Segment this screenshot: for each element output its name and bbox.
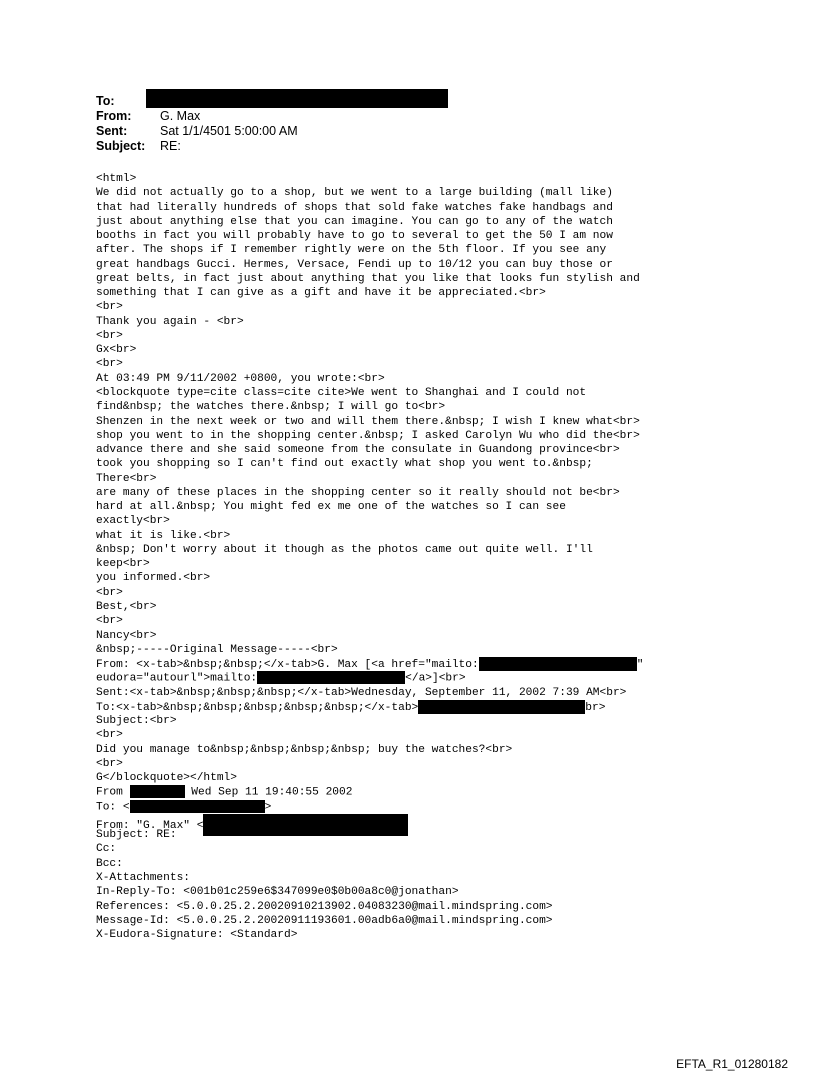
body-line: something that I can give as a gift and have it be appreciated.<br> [96,287,546,300]
body-line: Subject: RE: [96,829,177,842]
envelope-from-line [96,785,643,799]
quoted-from-tail: " [636,658,644,671]
body-line: <br> [96,615,123,628]
quoted-from-text: From: <x-tab>&nbsp;&nbsp;</x-tab>G. Max [<a href="mailto: [96,658,479,671]
header-sent-row [96,124,448,139]
quoted-sent-line: Sent:<x-tab>&nbsp;&nbsp;&nbsp;</x-tab>Wednesday, September 11, 2002 7:39 AM<br> [96,686,627,699]
body-line: <br> [96,358,123,371]
body-line: X-Attachments: [96,872,190,885]
body-line: are many of these places in the shopping center so it really should not be<br> [96,486,620,499]
from-label: From: [96,109,132,123]
redaction-block [479,657,637,671]
header-from-row [96,109,448,124]
quoted-from-line [96,657,643,671]
redaction-block [146,89,448,108]
quoted-to-line [96,700,643,714]
body-text-block-2 [96,714,643,785]
body-line: <html> [96,173,137,185]
body-line: after. The shops if I remember rightly were on the 5th floor. If you see any [96,244,607,257]
envelope-from-date: Wed Sep 11 19:40:55 2002 [184,786,353,799]
redaction-block [203,814,408,836]
from-value: G. Max [160,109,201,123]
redaction-block [257,671,405,684]
body-line: Cc: [96,843,117,856]
envelope-to-text: To: < [96,801,130,814]
envelope-to-tail: > [264,801,272,814]
redaction-block [130,800,265,813]
body-line: great belts, in fact just about anything that you like that looks fun stylish and [96,272,640,285]
body-line: Nancy<br> [96,629,157,642]
body-line: We did not actually go to a shop, but we went to a large building (mall like) [96,187,613,200]
email-header [96,94,448,154]
redaction-block [130,785,185,798]
header-to-row [96,94,448,109]
body-line: shop you went to in the shopping center.&nbsp; I asked Carolyn Wu who did the<br> [96,429,640,442]
body-line: References: <5.0.0.25.2.20020910213902.04083230@mail.mindspring.com> [96,900,553,913]
body-line: <br> [96,301,123,314]
body-line: Shenzen in the next week or two and will them there.&nbsp; I wish I knew what<br> [96,415,640,428]
body-line: Best,<br> [96,600,157,613]
document-id: EFTA_R1_01280182 [676,1057,788,1071]
body-line: what it is like.<br> [96,529,231,542]
body-text-block-3 [96,828,643,942]
quoted-to-tail: br> [585,701,606,714]
body-line: <blockquote type=cite class=cite cite>We went to Shanghai and I could not [96,386,587,399]
body-line: Message-Id: <5.0.0.25.2.20020911193601.00adb6a0@mail.mindspring.com> [96,914,553,927]
body-line: <br> [96,729,123,742]
body-line: There<br> [96,472,157,485]
body-line: &nbsp; Don't worry about it though as the photos came out quite well. I'll [96,543,593,556]
body-line: Subject:<br> [96,715,177,728]
body-line: <br> [96,586,123,599]
sent-label: Sent: [96,124,128,138]
body-line: that had literally hundreds of shops that sold fake watches fake handbags and [96,201,613,214]
envelope-to-line [96,800,643,814]
to-label: To: [96,94,115,108]
body-line: you informed.<br> [96,572,211,585]
envelope-from2-text: From: "G. Max" < [96,819,204,832]
subject-value: RE: [160,139,181,153]
envelope-from-text: From [96,786,130,799]
header-subject-row [96,139,448,154]
body-line: keep<br> [96,558,150,571]
body-line: <br> [96,757,123,770]
sent-value: Sat 1/1/4501 5:00:00 AM [160,124,298,138]
body-line: Did you manage to&nbsp;&nbsp;&nbsp;&nbsp; buy the watches?<br> [96,743,513,756]
body-line: great handbags Gucci. Hermes, Versace, Fendi up to 10/12 you can buy those or [96,258,613,271]
quoted-mailto-tail: </a>]<br> [405,672,466,685]
body-line: Thank you again - <br> [96,315,244,328]
subject-label: Subject: [96,139,146,153]
body-line: <br> [96,329,123,342]
body-line: Gx<br> [96,344,137,357]
body-line: hard at all.&nbsp; You might fed ex me one of the watches so I can see [96,501,566,514]
quoted-mailto-text: eudora="autourl">mailto: [96,672,258,685]
body-line: just about anything else that you can imagine. You can go to any of the watch [96,215,613,228]
redaction-block [418,700,585,714]
quoted-to-text: To:<x-tab>&nbsp;&nbsp;&nbsp;&nbsp;&nbsp;</x-tab> [96,701,419,714]
body-line: find&nbsp; the watches there.&nbsp; I will go to<br> [96,401,446,414]
body-line: &nbsp;-----Original Message-----<br> [96,643,338,656]
body-line: G</blockquote></html> [96,772,237,785]
quoted-from-line-cont [96,671,643,685]
envelope-from2-line [96,814,643,832]
body-line: Bcc: [96,857,123,870]
body-line: X-Eudora-Signature: <Standard> [96,929,298,942]
email-body [96,172,643,942]
body-line: exactly<br> [96,515,170,528]
body-line: booths in fact you will probably have to go to several to get the 50 I am now [96,230,613,243]
body-text-block [96,172,643,657]
body-line: At 03:49 PM 9/11/2002 +0800, you wrote:<br> [96,372,385,385]
body-line: In-Reply-To: <001b01c259e6$347099e0$0b00a8c0@jonathan> [96,886,459,899]
body-line: advance there and she said someone from the consulate in Guandong province<br> [96,444,620,457]
body-line: took you shopping so I can't find out exactly what shop you went to.&nbsp; [96,458,593,471]
